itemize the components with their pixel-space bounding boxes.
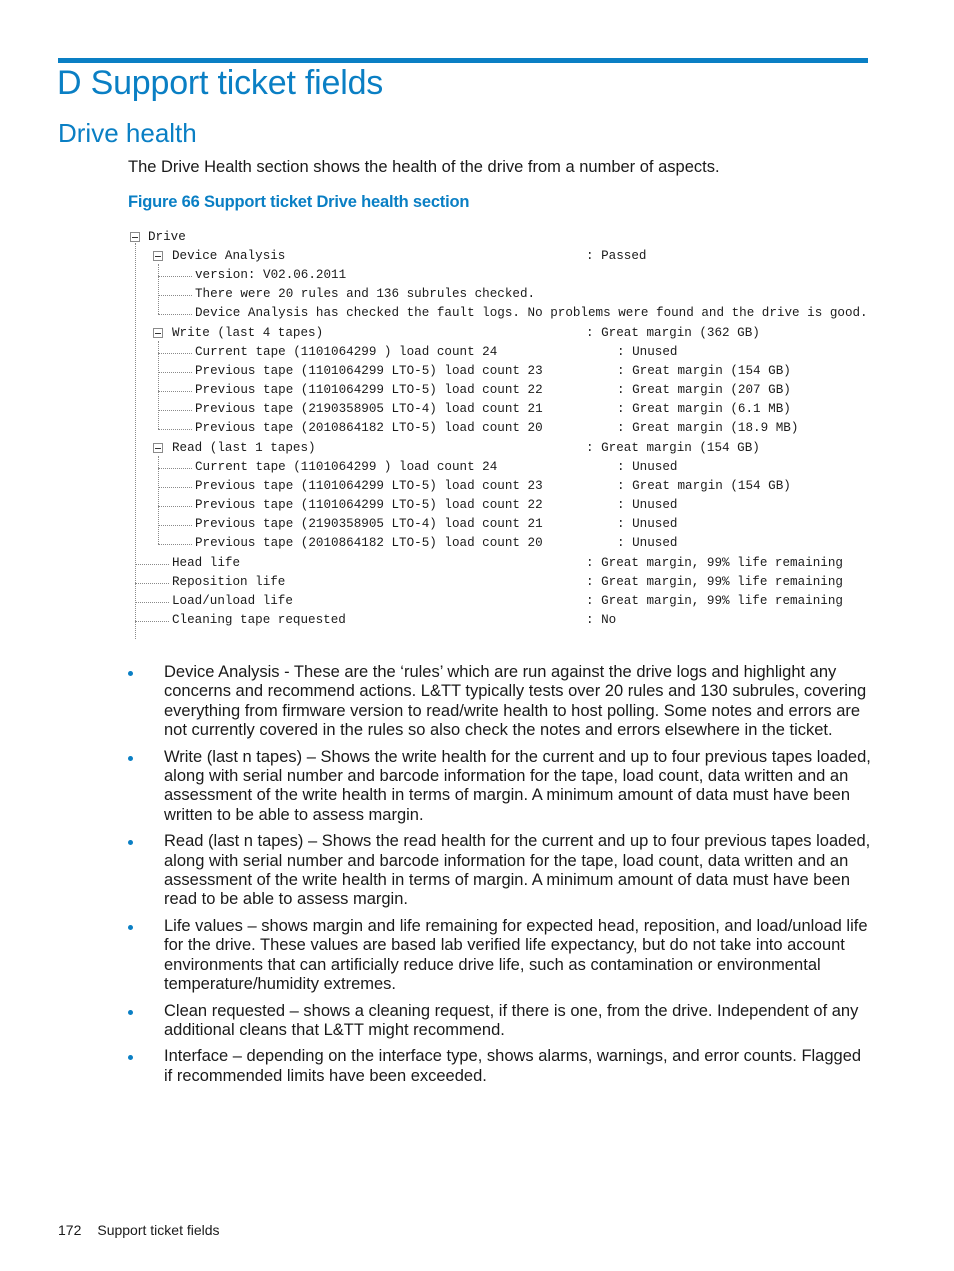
tree-connector: [158, 544, 192, 545]
tree-connector: [158, 276, 192, 277]
tree-root-label: Drive: [148, 230, 186, 244]
tree-leaf-label: Previous tape (2010864182 LTO-5) load count 20: [195, 421, 543, 435]
bullet-icon: [128, 1010, 133, 1015]
list-item-text: Life values – shows margin and life remaining for expected head, reposition, and load/unload life for the drive. These values are based lab verified life expectancy, but do not take into account environments that can artificially reduce drive life, such as contamination or environmental temperature/humidity extremes.: [164, 916, 868, 994]
list-item: [128, 832, 873, 910]
tree-connector: [135, 583, 169, 584]
figure-caption: Figure 66 Support ticket Drive health section: [128, 193, 470, 211]
list-item: [128, 748, 873, 826]
tree-connector: [158, 295, 192, 296]
tree-connector: [135, 602, 169, 603]
bullet-icon: [128, 756, 133, 761]
tree-connector: [158, 372, 192, 373]
tree-node-value: : Great margin (362 GB): [586, 326, 760, 340]
bullet-list: [128, 663, 873, 1093]
tree-leaf-label: Current tape (1101064299 ) load count 24: [195, 460, 498, 474]
bullet-icon: [128, 840, 133, 845]
page-footer: [58, 1222, 220, 1238]
tree-leaf-value: : Unused: [617, 460, 678, 474]
list-item: [128, 1047, 873, 1086]
list-item-text: Clean requested – shows a cleaning request, if there is one, from the drive. Independent of any additional cleans that L&TT might recommend.: [164, 1001, 859, 1039]
tree-connector: [158, 341, 159, 429]
list-item-text: Write (last n tapes) – Shows the write health for the current and up to four previous tapes loaded, along with serial number and barcode information for the tape, load count, data written and an assessment of the write health in terms of margin. A minimum amount of data must have been written to be able to assess margin.: [164, 747, 871, 824]
list-item-text: Interface – depending on the interface type, shows alarms, warnings, and error counts. Flagged if recommended limits have been exceeded.: [164, 1047, 862, 1085]
tree-node-value: : Great margin (154 GB): [586, 441, 760, 455]
tree-leaf-value: : Unused: [617, 517, 678, 531]
chapter-title: D Support ticket fields: [57, 64, 384, 102]
collapse-toggle-icon[interactable]: [130, 232, 140, 242]
list-item-text: Read (last n tapes) – Shows the read health for the current and up to four previous tapes loaded, along with serial number and barcode information for the tape, load count, data written and an assessment of the write health in terms of margin. A minimum amount of data must have been read to be able to assess margin.: [164, 832, 871, 909]
tree-connector: [158, 410, 192, 411]
tree-leaf-label: Previous tape (1101064299 LTO-5) load count 23: [195, 479, 543, 493]
tree-leaf-label: Previous tape (2010864182 LTO-5) load count 20: [195, 536, 543, 550]
tree-leaf-value: : Great margin, 99% life remaining: [586, 575, 843, 589]
tree-connector: [158, 468, 192, 469]
tree-leaf-value: : Great margin (18.9 MB): [617, 421, 799, 435]
tree-leaf-label: Previous tape (2190358905 LTO-4) load count 21: [195, 517, 543, 531]
tree-connector: [158, 353, 192, 354]
tree-leaf-label: Load/unload life: [172, 594, 293, 608]
tree-connector: [158, 506, 192, 507]
bullet-icon: [128, 1055, 133, 1060]
list-item: [128, 663, 873, 741]
tree-connector: [158, 487, 192, 488]
list-item-text: Device Analysis - These are the ‘rules’ which are run against the drive logs and highlight any concerns and recommend actions. L&TT typically tests over 20 rules and 130 subrules, covering everything from firmware version to read/write health to host polling. Some notes and errors are not currently covered in the rules so also check the notes and errors elsewhere in the ticket.: [164, 663, 867, 740]
bullet-icon: [128, 925, 133, 930]
tree-leaf-value: : Great margin (154 GB): [617, 479, 791, 493]
collapse-toggle-icon[interactable]: [153, 443, 163, 453]
section-title: Drive health: [58, 118, 197, 148]
tree-connector: [158, 264, 159, 314]
tree-connector: [158, 525, 192, 526]
tree-node-label: Device Analysis: [172, 249, 286, 263]
tree-leaf-value: : Great margin (154 GB): [617, 364, 791, 378]
tree-leaf-value: : Unused: [617, 345, 678, 359]
list-item: [128, 917, 873, 995]
tree-leaf-value: : Great margin, 99% life remaining: [586, 594, 843, 608]
tree-connector: [135, 621, 169, 622]
tree-connector: [135, 243, 136, 639]
tree-connector: [158, 456, 159, 544]
tree-connector: [135, 564, 169, 565]
tree-leaf-value: : Great margin (6.1 MB): [617, 402, 791, 416]
drive-health-tree: [126, 226, 954, 640]
bullet-icon: [128, 671, 133, 676]
footer-section-title: Support ticket fields: [97, 1222, 220, 1238]
tree-leaf-label: Previous tape (2190358905 LTO-4) load count 21: [195, 402, 543, 416]
tree-leaf-label: Previous tape (1101064299 LTO-5) load count 22: [195, 498, 543, 512]
tree-connector: [158, 391, 192, 392]
tree-leaf-label: version: V02.06.2011: [195, 268, 347, 282]
tree-leaf-label: Current tape (1101064299 ) load count 24: [195, 345, 498, 359]
tree-leaf-label: There were 20 rules and 136 subrules checked.: [195, 287, 536, 301]
tree-leaf-label: Head life: [172, 556, 241, 570]
tree-leaf-value: : Great margin, 99% life remaining: [586, 556, 843, 570]
tree-node-value: : Passed: [586, 249, 647, 263]
list-item: [128, 1002, 873, 1041]
tree-connector: [158, 314, 192, 315]
tree-leaf-value: : Unused: [617, 498, 678, 512]
collapse-toggle-icon[interactable]: [153, 251, 163, 261]
tree-node-label: Write (last 4 tapes): [172, 326, 324, 340]
top-rule: [58, 58, 868, 63]
tree-leaf-value: : No: [586, 613, 617, 627]
intro-paragraph: The Drive Health section shows the health of the drive from a number of aspects.: [128, 158, 720, 176]
tree-leaf-label: Device Analysis has checked the fault logs. No problems were found and the drive is good.: [195, 306, 868, 320]
tree-leaf-value: : Unused: [617, 536, 678, 550]
tree-leaf-label: Reposition life: [172, 575, 286, 589]
page-number: 172: [58, 1222, 82, 1238]
tree-leaf-value: : Great margin (207 GB): [617, 383, 791, 397]
collapse-toggle-icon[interactable]: [153, 328, 163, 338]
tree-leaf-label: Previous tape (1101064299 LTO-5) load count 23: [195, 364, 543, 378]
tree-leaf-label: Previous tape (1101064299 LTO-5) load count 22: [195, 383, 543, 397]
tree-leaf-label: Cleaning tape requested: [172, 613, 346, 627]
tree-node-label: Read (last 1 tapes): [172, 441, 316, 455]
tree-connector: [158, 429, 192, 430]
